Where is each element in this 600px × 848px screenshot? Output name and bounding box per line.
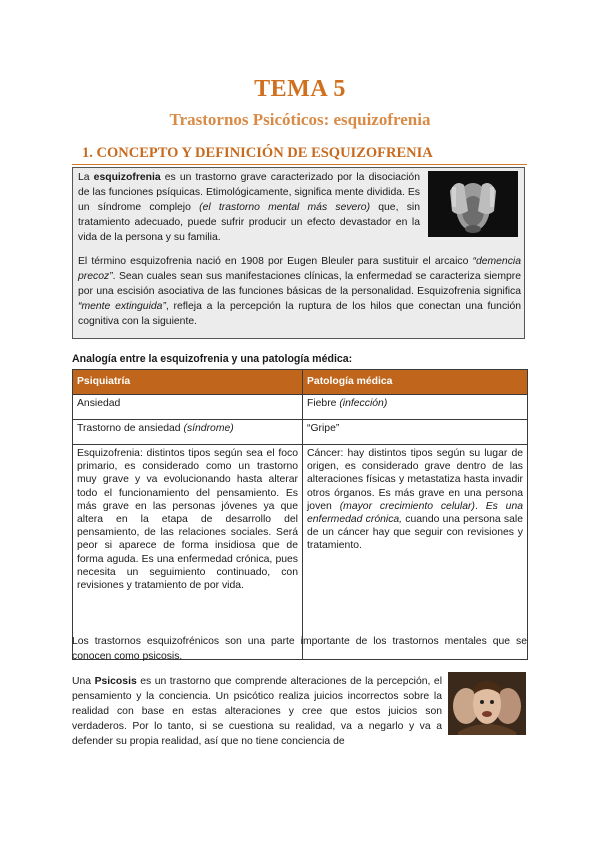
table-cell: “Gripe” [303,420,528,445]
table-row [73,445,528,660]
table-cell: Esquizofrenia: distintos tipos según sea el foco primario, es considerado como un trastorno muy grave y va evolucionando hasta alterar todo el funcionamiento del pensamiento. Es más grave en las personas jóvenes ya que altera en la etapa de desarrollo del pensamiento, de las relaciones sociales. Será peor si aparece de forma insidiosa que de forma aguda. Es una enfermedad crónica, pues necesita un seguimiento continuado, con revisiones y tratamiento de por vida. [73,445,303,660]
table-cell: Ansiedad [73,395,303,420]
table-row [73,395,528,420]
hands-over-face-image [428,171,518,237]
table-row [73,420,528,445]
body-paragraph-psicosis: Los trastornos esquizofrénicos son una parte importante de los trastornos mentales que se conocen como psicosis. [72,636,527,663]
table-cell: Trastorno de ansiedad (síndrome) [73,420,303,445]
body-paragraph-definicion: Una Psicosis es un trastorno que comprende alteraciones de la percepción, el pensamiento y la conciencia. Un psicótico realiza juicios incorrectos sobre la realidad con base en estas alteraciones y cree que estos juicios son verdaderos. Por lo tanto, si se cuestiona su realidad, va a negarlo y va a defender su propia realidad, así que no tiene conciencia de [72,676,443,748]
table-cell: Fiebre (infección) [303,395,528,420]
page-title: TEMA 5 [254,76,346,102]
distorted-faces-image [448,672,526,735]
section-heading: 1. CONCEPTO Y DEFINICIÓN DE ESQUIZOFRENIA [82,145,433,161]
table-caption: Analogía entre la esquizofrenia y una patología médica: [72,353,353,365]
section-rule [72,164,527,165]
table-header-patologia: Patología médica [303,370,528,395]
table-cell: Cáncer: hay distintos tipos según su lugar de origen, es considerado grave dentro de las alteraciones físicas y metastatiza hasta invadir otros órganos. Es más grave en una persona joven (mayor crecimiento celular). Es una enfermedad crónica, cuando una persona sale de un cáncer hay que seguir con revisiones y tratamiento. [303,445,528,660]
table-header-psiquiatria: Psiquiatría [73,370,303,395]
intro-paragraph-1: La esquizofrenia es un trastorno grave caracterizado por la disociación de las funciones psíquicas. Etimológicamente, significa mente dividida. Es un síndrome complejo (el trastorno mental más severo) que, sin tratamiento adecuado, puede sufrir producir un efecto devastador en la vida de la persona y su familia. [78,172,420,244]
page-subtitle: Trastornos Psicóticos: esquizofrenia [169,110,431,129]
intro-paragraph-2: El término esquizofrenia nació en 1908 por Eugen Bleuler para sustituir el arcaico “demencia precoz”. Sean cuales sean sus manifestaciones clínicas, la enfermedad se caracteriza siempre por una escisión asociativa de las funciones básicas de la personalidad. Esquizofrenia significa “mente extinguida”, refleja a la percepción la ruptura de los hilos que conectan una función cognitiva con la siguiente. [78,256,522,328]
analogy-table [72,369,528,660]
